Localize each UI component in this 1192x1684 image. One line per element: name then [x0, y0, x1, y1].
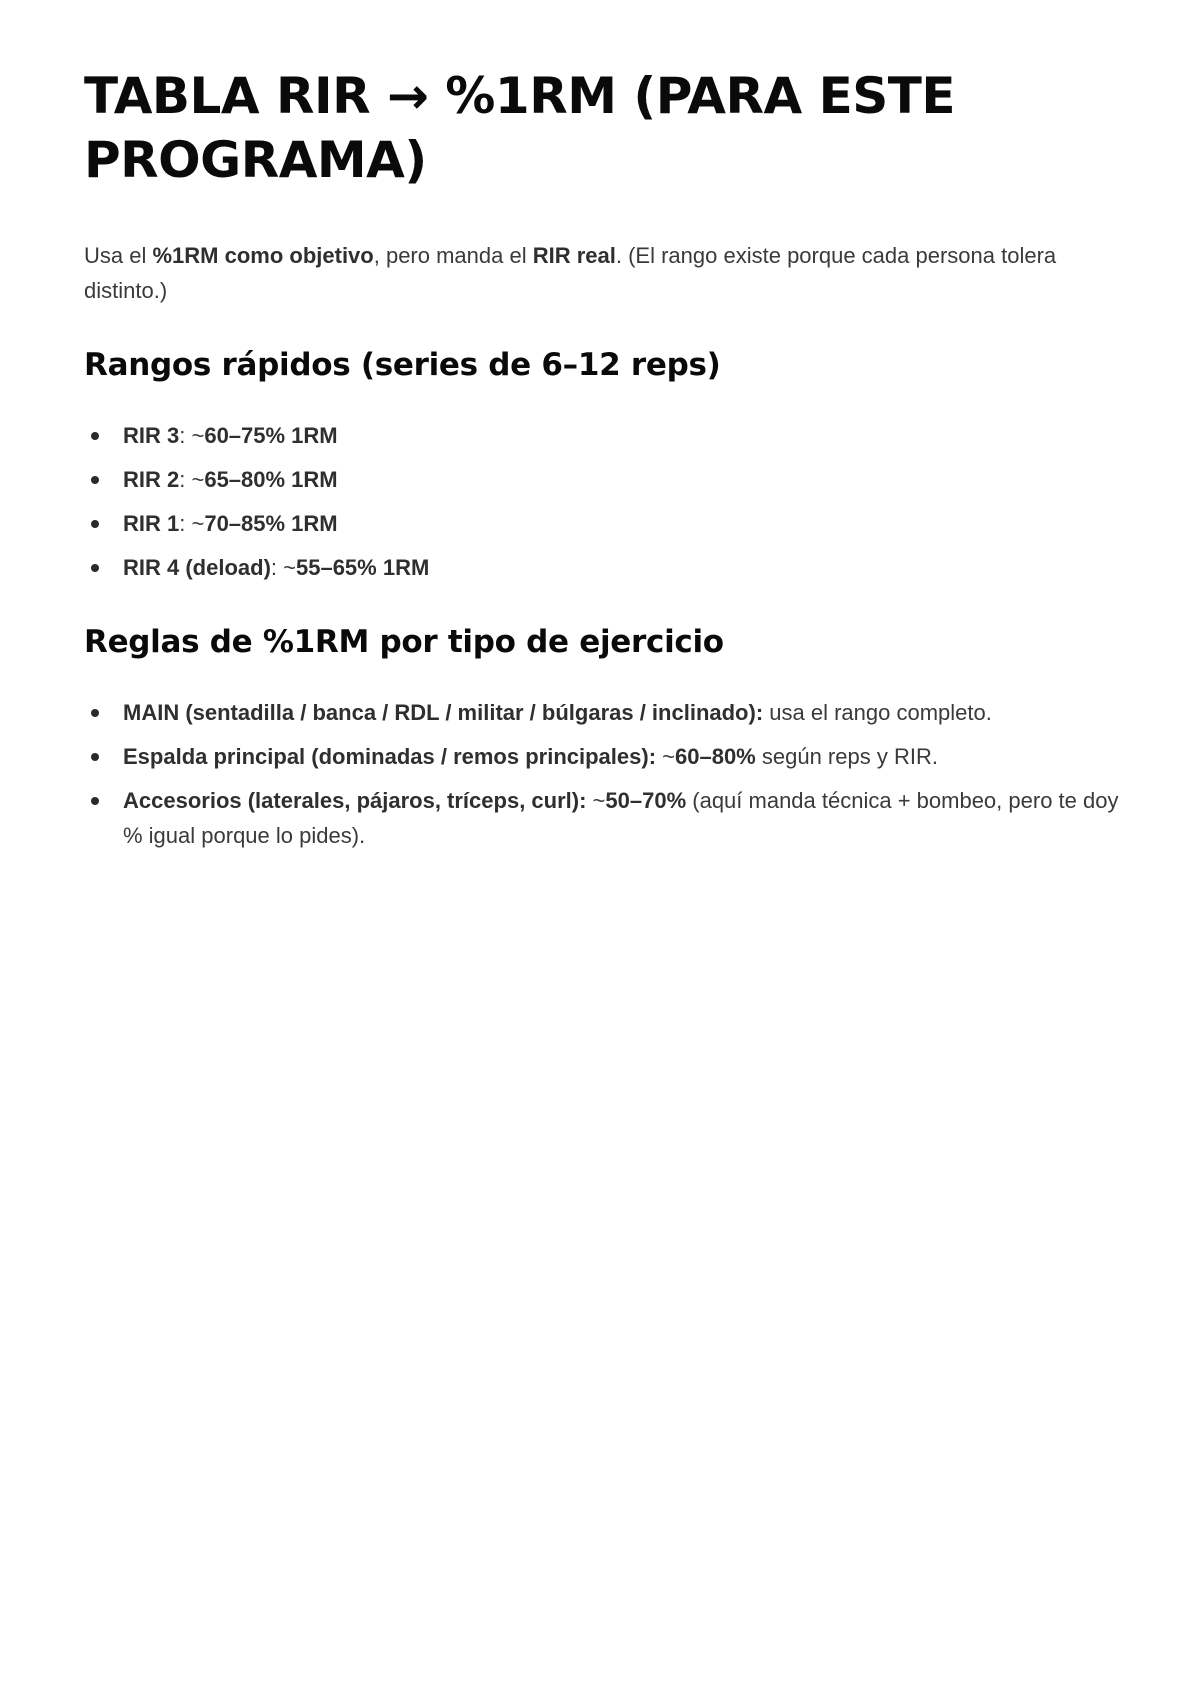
- list-item: [84, 695, 1124, 730]
- bullet-icon: [91, 753, 99, 761]
- item-text: según reps y RIR.: [755, 744, 938, 769]
- item-value: 60–75% 1RM: [204, 423, 338, 448]
- item-value: 65–80% 1RM: [204, 467, 338, 492]
- intro-bold-1: %1RM como objetivo: [152, 243, 374, 268]
- intro-bold-2: RIR real: [532, 243, 616, 268]
- intro-text-1: Usa el: [84, 243, 153, 268]
- list-item: [84, 418, 1124, 453]
- bullet-icon: [91, 476, 99, 484]
- item-label: Espalda principal (dominadas / remos principales):: [123, 744, 657, 769]
- page-title: TABLA RIR → %1RM (PARA ESTE PROGRAMA): [84, 67, 955, 189]
- list-item: [84, 550, 1124, 585]
- list-item: [84, 462, 1124, 497]
- item-value: 70–85% 1RM: [204, 511, 338, 536]
- intro-paragraph: [84, 238, 1124, 308]
- intro-text-2: , pero manda el: [373, 243, 533, 268]
- bullet-icon: [91, 520, 99, 528]
- item-prefix: ~: [586, 788, 606, 813]
- bullet-icon: [91, 797, 99, 805]
- item-prefix: ~: [656, 744, 675, 769]
- item-text: (aquí manda técnica + bombeo, pero te doy % igual porque lo pides).: [123, 788, 1119, 848]
- rir-ranges-list: [84, 418, 1124, 585]
- bullet-icon: [91, 709, 99, 717]
- item-value: 55–65% 1RM: [295, 555, 430, 580]
- exercise-rules-list: [84, 695, 1124, 853]
- bullet-icon: [91, 564, 99, 572]
- item-value: 50–70%: [605, 788, 687, 813]
- item-label: RIR 3: [123, 423, 180, 448]
- item-separator: : ~: [179, 423, 205, 448]
- item-separator: : ~: [270, 555, 296, 580]
- bullet-icon: [91, 432, 99, 440]
- item-text: usa el rango completo.: [763, 700, 992, 725]
- section-heading-rangos: Rangos rápidos (series de 6–12 reps): [84, 347, 721, 383]
- item-label: MAIN (sentadilla / banca / RDL / militar / búlgaras / inclinado):: [123, 700, 764, 725]
- item-separator: : ~: [179, 511, 205, 536]
- list-item: [84, 739, 1124, 774]
- intro-text-3: . (El rango existe porque cada persona tolera distinto.): [84, 243, 1057, 303]
- list-item: [84, 783, 1124, 853]
- section-heading-reglas: Reglas de %1RM por tipo de ejercicio: [84, 624, 724, 660]
- item-separator: : ~: [179, 467, 205, 492]
- item-label: RIR 4 (deload): [123, 555, 271, 580]
- item-label: RIR 1: [123, 511, 180, 536]
- item-value: 60–80%: [675, 744, 756, 769]
- list-item: [84, 506, 1124, 541]
- item-label: RIR 2: [123, 467, 180, 492]
- item-label: Accesorios (laterales, pájaros, tríceps, curl):: [123, 788, 587, 813]
- document-page: [84, 64, 1124, 862]
